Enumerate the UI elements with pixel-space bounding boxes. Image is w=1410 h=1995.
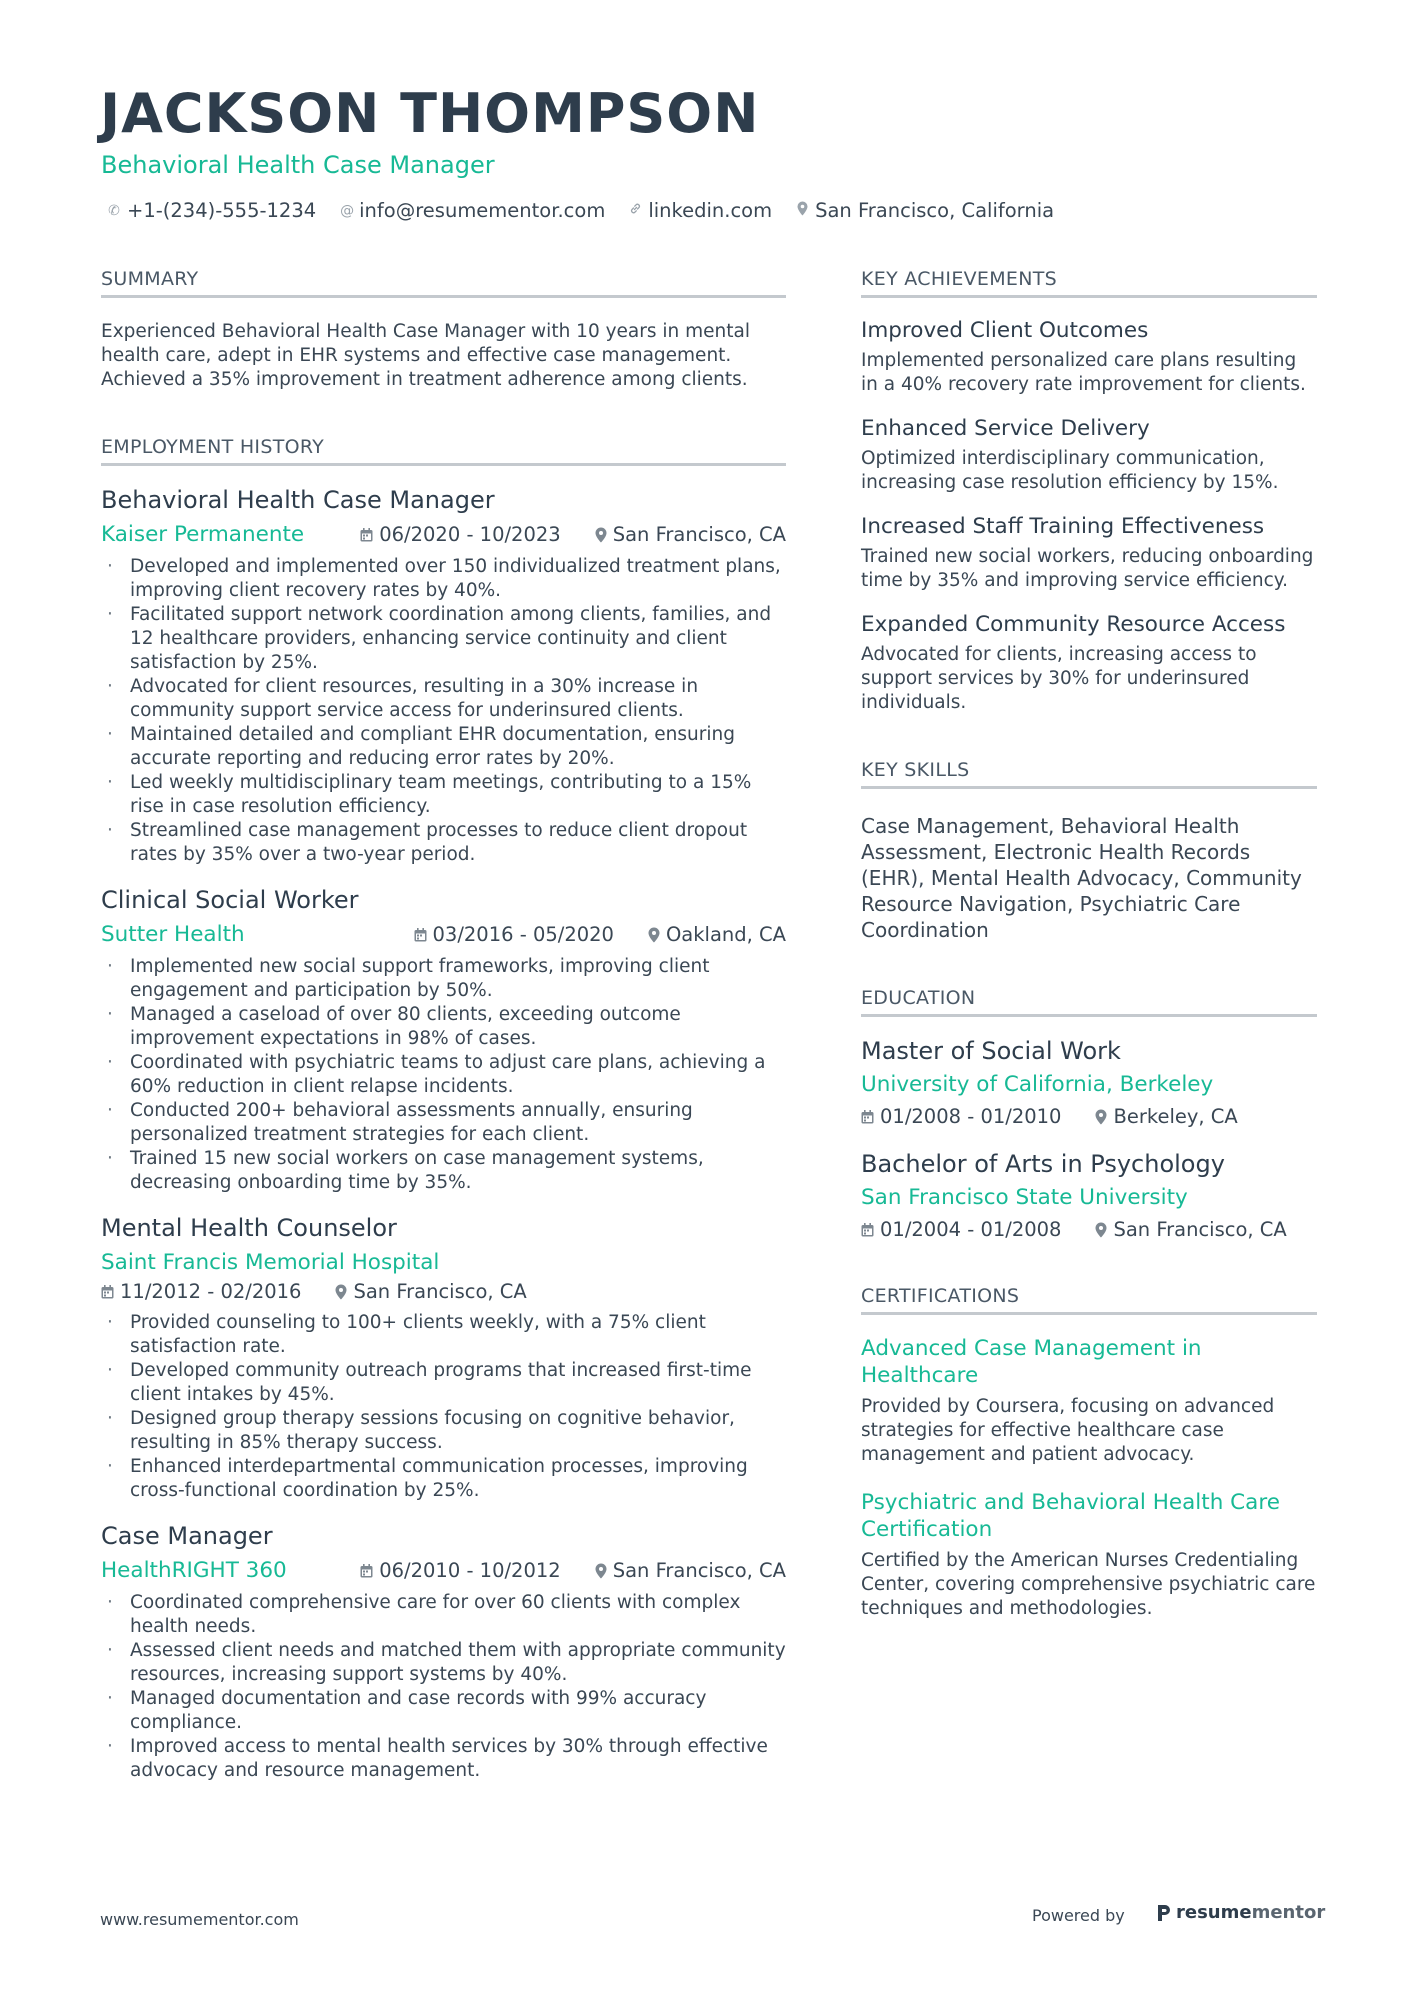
left-column xyxy=(101,268,786,1783)
job-dates: 06/2020 - 10/2023 xyxy=(379,523,561,546)
achievement-item xyxy=(861,612,1317,715)
location-icon xyxy=(335,1284,347,1300)
job-location: San Francisco, CA xyxy=(612,1559,786,1582)
contact-linkedin[interactable] xyxy=(629,199,772,222)
summary-section xyxy=(101,268,786,392)
job-location: San Francisco, CA xyxy=(612,523,786,546)
job-bullets xyxy=(101,1311,786,1503)
list-item: · Advocated for client resources, resulting in a 30% increase in community support service access for underinsured clients. xyxy=(101,675,786,723)
achievements-section xyxy=(861,268,1317,715)
achievement-text: Implemented personalized care plans resulting in a 40% recovery rate improvement for clients. xyxy=(861,350,1306,395)
contact-location xyxy=(796,199,1054,222)
achievement-title: Increased Staff Training Effectiveness xyxy=(861,514,1265,539)
achievement-item xyxy=(861,416,1317,495)
education-location: Berkeley, CA xyxy=(1113,1105,1238,1128)
job-entry xyxy=(101,486,786,867)
job-company: Saint Francis Memorial Hospital xyxy=(101,1250,440,1275)
job-title: Mental Health Counselor xyxy=(101,1214,397,1242)
calendar-icon xyxy=(414,928,427,942)
certification-title: Psychiatric and Behavioral Health Care Certification xyxy=(861,1490,1280,1542)
job-company: HealthRIGHT 360 xyxy=(101,1558,287,1583)
job-entry xyxy=(101,1214,786,1503)
list-item: · Managed documentation and case records with 99% accuracy compliance. xyxy=(101,1687,786,1735)
achievement-text: Advocated for clients, increasing access to support services by 30% for underinsured individuals. xyxy=(861,644,1257,713)
location-icon xyxy=(796,201,808,220)
location-icon xyxy=(595,527,607,543)
job-bullets xyxy=(101,955,786,1195)
education-item xyxy=(861,1150,1317,1241)
summary-text: Experienced Behavioral Health Case Manager with 10 years in mental health care, adept in EHR systems and effective case management. Achieved a 35% improvement in treatment adherence among clients. xyxy=(101,321,750,390)
candidate-title: Behavioral Health Case Manager xyxy=(101,151,495,179)
certification-item xyxy=(861,1489,1317,1621)
job-dates: 03/2016 - 05/2020 xyxy=(432,923,614,946)
job-company: Sutter Health xyxy=(101,922,245,947)
education-item xyxy=(861,1037,1317,1128)
list-item: · Provided counseling to 100+ clients weekly, with a 75% client satisfaction rate. xyxy=(101,1311,786,1359)
resumementor-logo[interactable] xyxy=(1156,1902,1325,1923)
education-section xyxy=(861,987,1317,1241)
location-icon xyxy=(1095,1222,1107,1238)
phone-icon: ✆ xyxy=(108,202,120,219)
list-item: · Facilitated support network coordination among clients, families, and 12 healthcare providers, enhancing service continuity and client satisfaction by 25%. xyxy=(101,603,786,675)
logo-text-resume: resume xyxy=(1176,1902,1252,1923)
education-dates: 01/2004 - 01/2008 xyxy=(880,1218,1062,1241)
certification-item xyxy=(861,1335,1317,1467)
education-degree: Master of Social Work xyxy=(861,1037,1121,1065)
list-item: · Assessed client needs and matched them with appropriate community resources, increasing support systems by 40%. xyxy=(101,1639,786,1687)
calendar-icon xyxy=(861,1223,874,1237)
footer-powered-by: Powered by xyxy=(1032,1906,1125,1925)
list-item: · Enhanced interdepartmental communication processes, improving cross-functional coordination by 25%. xyxy=(101,1455,786,1503)
job-entry xyxy=(101,1522,786,1783)
list-item: · Conducted 200+ behavioral assessments annually, ensuring personalized treatment strategies for each client. xyxy=(101,1099,786,1147)
linkedin-text: linkedin.com xyxy=(648,199,773,222)
email-icon: @ xyxy=(340,202,355,219)
education-degree: Bachelor of Arts in Psychology xyxy=(861,1150,1225,1178)
achievement-title: Expanded Community Resource Access xyxy=(861,612,1286,637)
contact-bar xyxy=(108,199,1054,222)
list-item: · Implemented new social support frameworks, improving client engagement and participation by 50%. xyxy=(101,955,786,1003)
list-item: · Streamlined case management processes to reduce client dropout rates by 35% over a two-year period. xyxy=(101,819,786,867)
education-dates: 01/2008 - 01/2010 xyxy=(880,1105,1062,1128)
certifications-heading: CERTIFICATIONS xyxy=(861,1285,1317,1315)
link-icon xyxy=(629,202,641,219)
job-entry xyxy=(101,886,786,1195)
certification-text: Provided by Coursera, focusing on advanced strategies for effective healthcare case management and patient advocacy. xyxy=(861,1396,1275,1465)
resumementor-logo-icon xyxy=(1156,1903,1172,1923)
contact-phone[interactable] xyxy=(108,199,316,222)
location-icon xyxy=(648,927,660,943)
achievement-text: Trained new social workers, reducing onboarding time by 35% and improving service efficiency. xyxy=(861,546,1314,591)
list-item: · Managed a caseload of over 80 clients, exceeding outcome improvement expectations in 98% of cases. xyxy=(101,1003,786,1051)
job-company: Kaiser Permanente xyxy=(101,522,305,547)
location-icon xyxy=(595,1563,607,1579)
list-item: · Improved access to mental health services by 30% through effective advocacy and resource management. xyxy=(101,1735,786,1783)
education-location: San Francisco, CA xyxy=(1113,1218,1287,1241)
list-item: · Developed and implemented over 150 individualized treatment plans, improving client recovery rates by 40%. xyxy=(101,555,786,603)
list-item: · Maintained detailed and compliant EHR documentation, ensuring accurate reporting and reducing error rates by 20%. xyxy=(101,723,786,771)
achievement-item xyxy=(861,514,1317,593)
contact-email[interactable] xyxy=(340,199,605,222)
candidate-name: JACKSON THOMPSON xyxy=(100,82,760,145)
skills-heading: KEY SKILLS xyxy=(861,759,1317,789)
job-title: Case Manager xyxy=(101,1522,273,1550)
list-item: · Designed group therapy sessions focusing on cognitive behavior, resulting in 85% therapy success. xyxy=(101,1407,786,1455)
logo-text-mentor: mentor xyxy=(1251,1902,1326,1923)
achievement-title: Improved Client Outcomes xyxy=(861,318,1149,343)
job-location: San Francisco, CA xyxy=(353,1280,527,1303)
job-dates: 06/2010 - 10/2012 xyxy=(379,1559,561,1582)
summary-heading: SUMMARY xyxy=(101,268,786,298)
job-title: Behavioral Health Case Manager xyxy=(101,486,495,514)
list-item: · Trained 15 new social workers on case management systems, decreasing onboarding time by 35%. xyxy=(101,1147,786,1195)
email-text: info@resumementor.com xyxy=(359,199,606,222)
location-text: San Francisco, California xyxy=(815,199,1055,222)
list-item: · Led weekly multidisciplinary team meetings, contributing to a 15% rise in case resolution efficiency. xyxy=(101,771,786,819)
certifications-section xyxy=(861,1285,1317,1621)
job-bullets xyxy=(101,555,786,867)
education-school: University of California, Berkeley xyxy=(861,1072,1214,1097)
education-school: San Francisco State University xyxy=(861,1185,1188,1210)
list-item: · Developed community outreach programs that increased first-time client intakes by 45%. xyxy=(101,1359,786,1407)
job-location: Oakland, CA xyxy=(665,923,786,946)
job-title: Clinical Social Worker xyxy=(101,886,359,914)
skills-text: Case Management, Behavioral Health Assessment, Electronic Health Records (EHR), Mental Health Advocacy, Community Resource Navigation, Psychiatric Care Coordination xyxy=(861,814,1302,942)
skills-section xyxy=(861,759,1317,943)
achievement-item xyxy=(861,318,1317,397)
achievements-heading: KEY ACHIEVEMENTS xyxy=(861,268,1317,298)
calendar-icon xyxy=(101,1285,114,1299)
calendar-icon xyxy=(360,1564,373,1578)
phone-text: +1-(234)-555-1234 xyxy=(127,199,317,222)
certification-title: Advanced Case Management in Healthcare xyxy=(861,1336,1202,1388)
calendar-icon xyxy=(360,528,373,542)
location-icon xyxy=(1095,1109,1107,1125)
job-dates: 11/2012 - 02/2016 xyxy=(120,1280,302,1303)
employment-section xyxy=(101,436,786,1783)
achievement-title: Enhanced Service Delivery xyxy=(861,416,1150,441)
employment-heading: EMPLOYMENT HISTORY xyxy=(101,436,786,466)
footer-url[interactable]: www.resumementor.com xyxy=(100,1910,299,1929)
calendar-icon xyxy=(861,1110,874,1124)
education-heading: EDUCATION xyxy=(861,987,1317,1017)
certification-text: Certified by the American Nurses Credentialing Center, covering comprehensive psychiatric care techniques and methodologies. xyxy=(861,1550,1316,1619)
right-column xyxy=(861,268,1317,1621)
list-item: · Coordinated with psychiatric teams to adjust care plans, achieving a 60% reduction in client relapse incidents. xyxy=(101,1051,786,1099)
list-item: · Coordinated comprehensive care for over 60 clients with complex health needs. xyxy=(101,1591,786,1639)
job-bullets xyxy=(101,1591,786,1783)
achievement-text: Optimized interdisciplinary communication, increasing case resolution efficiency by 15%. xyxy=(861,448,1279,493)
